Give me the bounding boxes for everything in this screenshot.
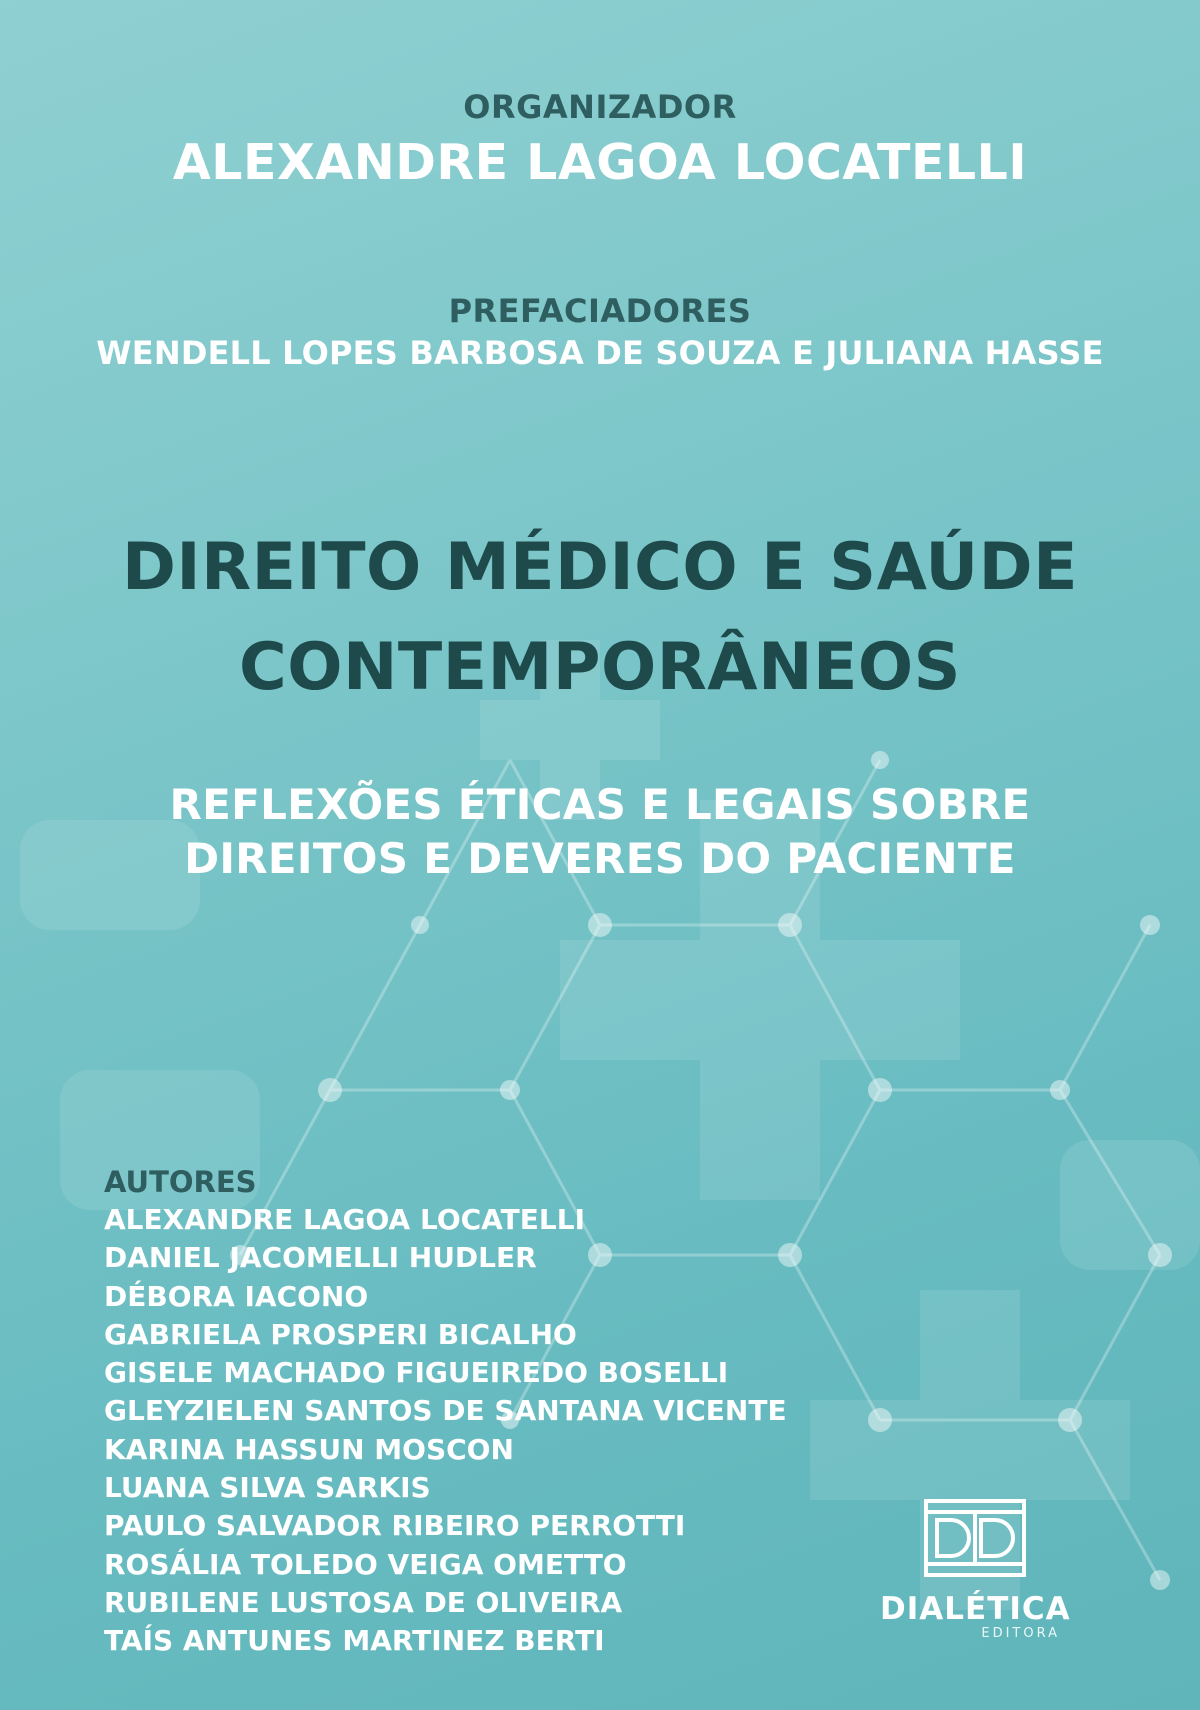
book-title-line-1: DIREITO MÉDICO E SAÚDE [121, 530, 1079, 605]
organizer-name: ALEXANDRE LAGOA LOCATELLI [172, 134, 1028, 191]
author-name: ROSÁLIA TOLEDO VEIGA OMETTO [104, 1547, 627, 1581]
prefacers-label: PREFACIADORES [448, 292, 752, 330]
book-subtitle-line-2: DIREITOS E DEVERES DO PACIENTE [184, 834, 1016, 883]
author-name: GABRIELA PROSPERI BICALHO [104, 1317, 577, 1351]
publisher-subtitle: EDITORA [981, 1626, 1060, 1641]
publisher-logo-icon [923, 1498, 1027, 1578]
author-name: LUANA SILVA SARKIS [104, 1471, 431, 1505]
author-name: PAULO SALVADOR RIBEIRO PERROTTI [104, 1509, 686, 1543]
author-name: DANIEL JACOMELLI HUDLER [104, 1241, 537, 1275]
authors-list [104, 1163, 787, 1661]
book-title [0, 518, 1200, 718]
authors-label: AUTORES [104, 1165, 257, 1199]
book-title-line-2: CONTEMPORÂNEOS [239, 630, 961, 705]
book-subtitle [0, 778, 1200, 886]
author-name: GISELE MACHADO FIGUEIREDO BOSELLI [104, 1356, 729, 1390]
prefacers-names: WENDELL LOPES BARBOSA DE SOUZA E JULIANA HASSE [96, 334, 1104, 372]
author-name: RUBILENE LUSTOSA DE OLIVEIRA [104, 1585, 623, 1619]
publisher-logo [880, 1498, 1070, 1642]
author-name: DÉBORA IACONO [104, 1279, 369, 1313]
organizer-label: ORGANIZADOR [463, 88, 737, 126]
author-name: ALEXANDRE LAGOA LOCATELLI [104, 1203, 585, 1236]
author-name: TAÍS ANTUNES MARTINEZ BERTI [104, 1624, 605, 1658]
book-subtitle-line-1: REFLEXÕES ÉTICAS E LEGAIS SOBRE [169, 780, 1031, 829]
publisher-name: DIALÉTICA [880, 1591, 1071, 1627]
author-name: GLEYZIELEN SANTOS DE SANTANA VICENTE [104, 1394, 787, 1428]
author-name: KARINA HASSUN MOSCON [104, 1432, 514, 1466]
